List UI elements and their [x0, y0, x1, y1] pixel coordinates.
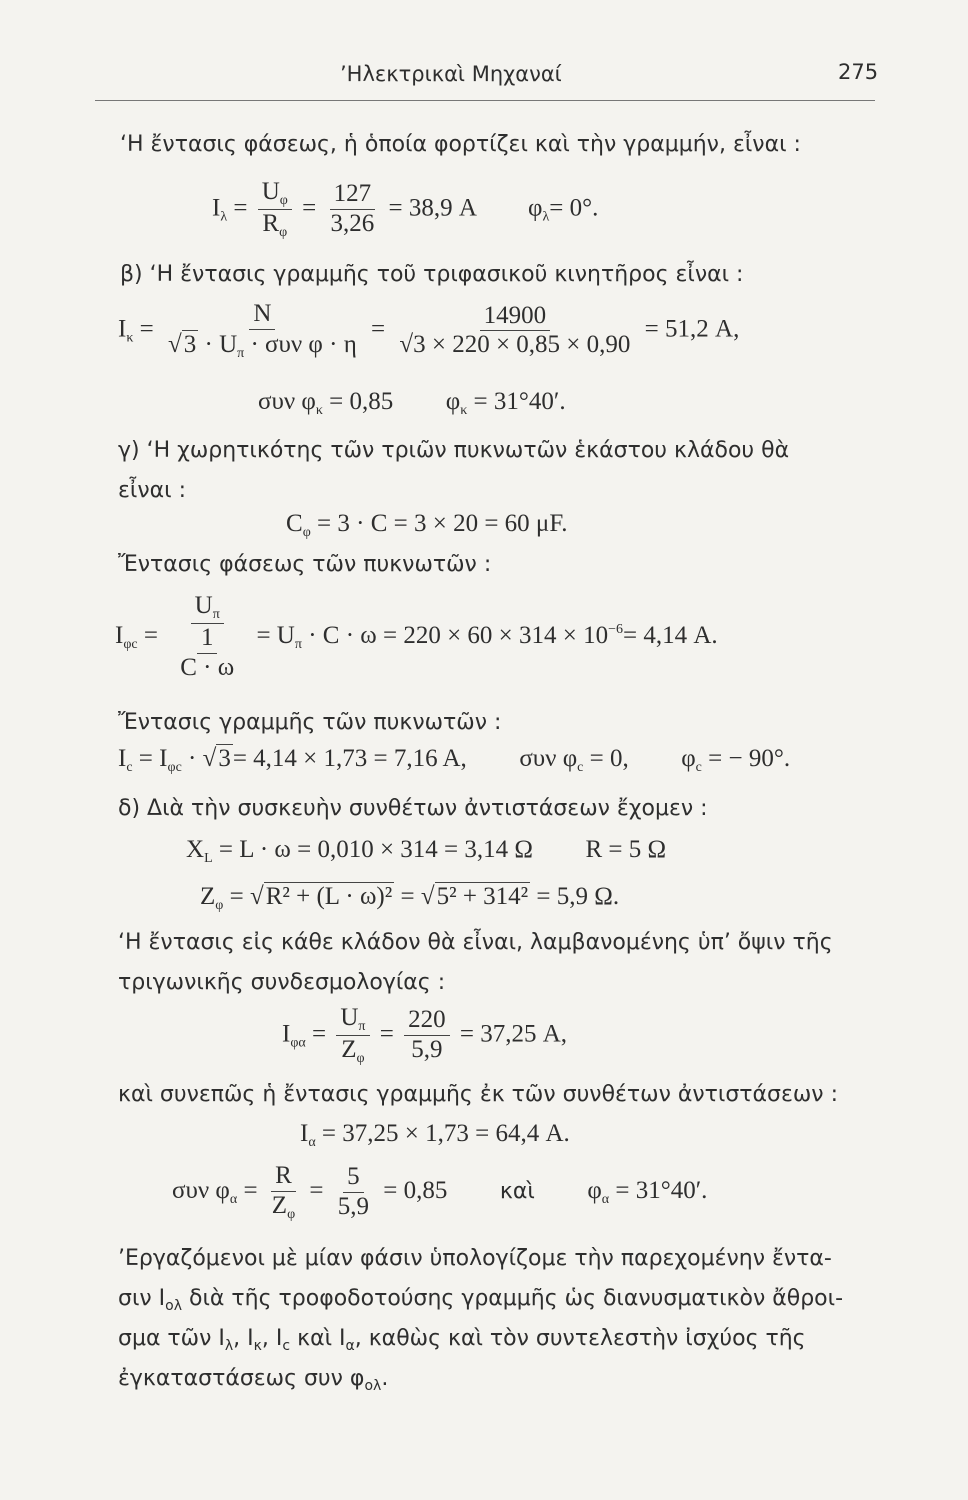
paragraph-branch-current: ‘Η ἔντασις εἰς κάθε κλάδον θὰ εἶναι, λαμβανομένης ὑπ’ ὄψιν τῆς: [118, 930, 833, 955]
paragraph-delta: δ) Διὰ τὴν συσκευὴν συνθέτων ἀντιστάσεων ἔχομεν :: [118, 796, 708, 821]
paragraph-gamma-cont: εἶναι :: [118, 478, 186, 503]
paragraph-capacitor-line-current: Ἔντασις γραμμῆς τῶν πυκνωτῶν :: [118, 710, 502, 735]
paragraph-gamma: γ) ‘Η χωρητικότης τῶν τριῶν πυκνωτῶν ἑκάστου κλάδου θὰ: [118, 438, 790, 463]
paragraph-phase-current: ‘Η ἔντασις φάσεως, ἡ ὁποία φορτίζει καὶ τὴν γραμμήν, εἶναι :: [120, 132, 801, 157]
header-rule: [95, 100, 875, 101]
paragraph-branch-current-cont: τριγωνικῆς συνδεσμολογίας :: [118, 970, 446, 995]
equation-impedance-power-factor: συν $\varphi_\alpha$ = $\frac{R}{Z_\varphi}$ = $\frac{5}{5,9}$ = 0,85 καὶ $\varphi_\alpha = 31^\circ 40'$.: [172, 1162, 708, 1222]
equation-branch-current: $I_{\varphi\alpha}$ = $\frac{U_\pi}{Z_\varphi}$ = $\frac{220}{5,9}$ = 37,25 A,: [282, 1004, 568, 1067]
paragraph-final: ’Εργαζόμενοι μὲ μίαν φάσιν ὑπολογίζομε τὴν παρεχομένην ἔντα-: [118, 1246, 832, 1271]
paragraph-final-line2: σιν $I_{o\lambda}$ διὰ τῆς τροφοδοτούσης γραμμῆς ὡς διανυσματικὸν ἄθροι-: [118, 1286, 844, 1314]
paragraph-capacitor-phase-current: Ἔντασις φάσεως τῶν πυκνωτῶν :: [118, 552, 492, 577]
equation-capacitance: $C_\varphi = 3 \cdot C = 3 \times 20 = 60$ μF.: [286, 510, 568, 540]
paragraph-final-line4: ἐγκαταστάσεως συν $\varphi_{o\lambda}$.: [118, 1366, 389, 1394]
equation-capacitor-line: $I_c = I_{\varphi c}$ · √ 3 = 4,14 × 1,73 = 7,16 A, συν $\varphi_c = 0$, $\varphi_c$ = − 90°.: [118, 745, 791, 775]
paragraph-beta: β) ‘Η ἔντασις γραμμῆς τοῦ τριφασικοῦ κινητῆρος εἶναι :: [120, 262, 744, 287]
running-header: ’Ηλεκτρικαὶ Μηχαναί: [340, 62, 562, 86]
equation-phase-current: $I_\lambda$ = $\frac{U_\varphi}{R_\varphi}$ = $\frac{127}{3,26}$ = 38,9 A $\varphi_\lambda= 0^\circ$.: [212, 178, 599, 241]
page-number: 275: [838, 60, 879, 84]
paragraph-line-current: καὶ συνεπῶς ἡ ἔντασις γραμμῆς ἐκ τῶν συνθέτων ἀντιστάσεων :: [118, 1082, 839, 1107]
equation-capacitor-current: $I_{\varphi c}$ = $\frac{U_\pi}{\frac{1}{C \cdot \omega}}$ = $U_\pi \cdot C \cdot \omega = 220 \times 60 \times 314 \times 10^{-6}= 4,14$ A.: [115, 592, 718, 681]
equation-motor-line-current: $I_\kappa$ = N √ 3 · $U_\pi \cdot \sigma\upsilon\nu$ φ · η = $\frac{14900}{√3 \times 220 \times 0,85 \times 0,90}$ = 51,2 A,: [118, 300, 740, 361]
equation-line-current: $I_\alpha = 37,25 \times 1,73 = 64,4$ A.: [300, 1120, 570, 1150]
equation-reactance: $X_L = L \cdot \omega = 0,010 \times 314 = 3,14$ Ω R = 5 Ω: [186, 836, 667, 866]
equation-power-factor: συν $\varphi_\kappa = 0,85$ $\varphi_\kappa = 31^\circ 40'$.: [258, 388, 566, 418]
equation-impedance: $Z_\varphi$ = √ R² + (L · ω)² = √ 5² + 314² = 5,9 Ω.: [200, 883, 620, 913]
paragraph-final-line3: σμα τῶν $I_\lambda$, $I_\kappa$, $I_c$ καὶ $I_\alpha$, καθὼς καὶ τὸν συντελεστὴν ἰσχύος τῆς: [118, 1326, 806, 1354]
